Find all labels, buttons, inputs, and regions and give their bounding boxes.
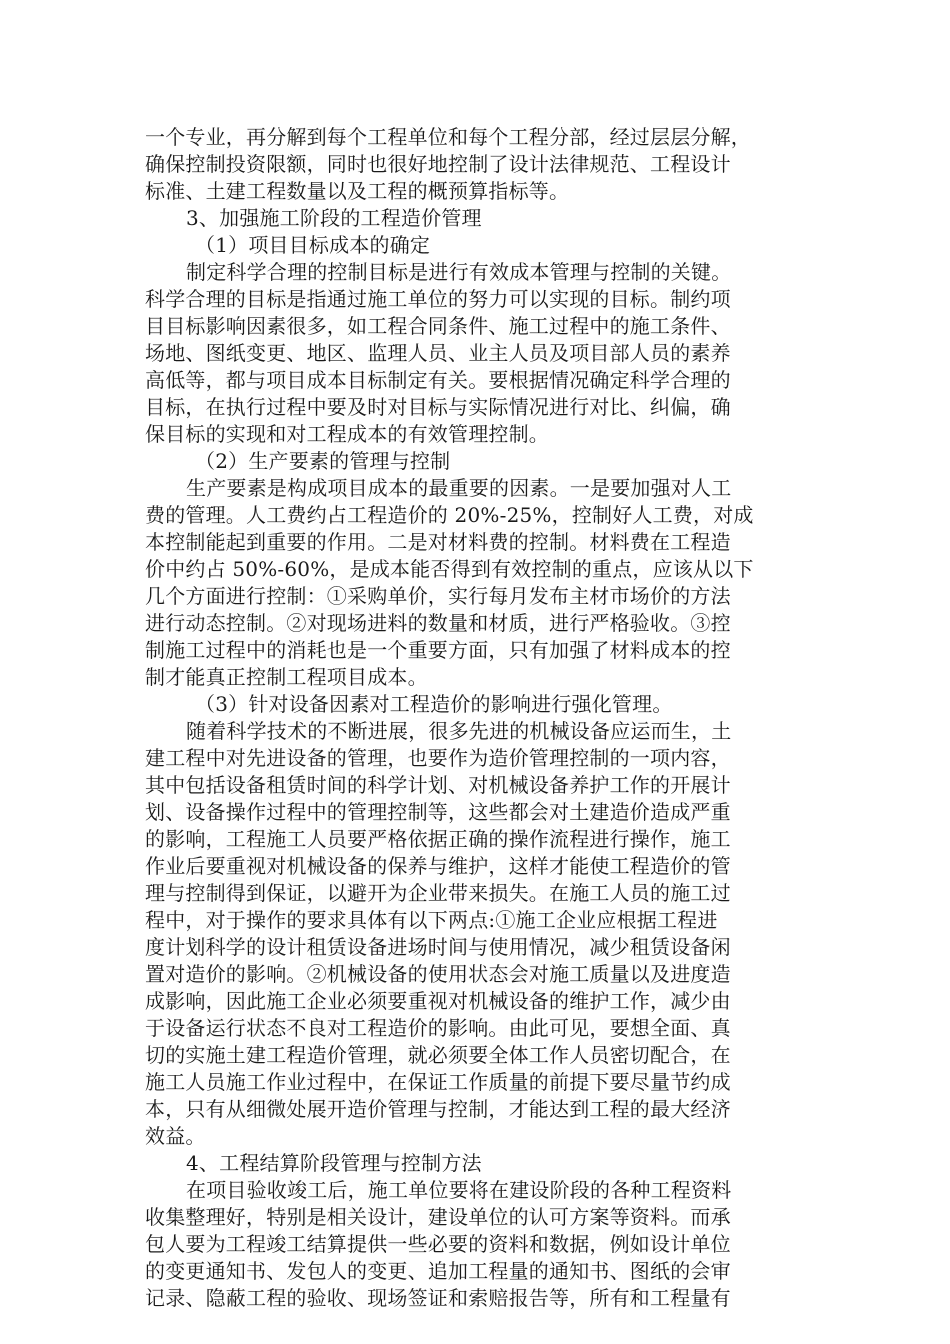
text-line: 成影响，因此施工企业必须要重视对机械设备的维护工作，减少由 bbox=[145, 989, 731, 1013]
text-line: 收集整理好，特别是相关设计，建设单位的认可方案等资料。而承 bbox=[145, 1205, 731, 1229]
text-line: 一个专业，再分解到每个工程单位和每个工程分部，经过层层分解， bbox=[145, 125, 751, 149]
text-line: 理与控制得到保证，以避开为企业带来损失。在施工人员的施工过 bbox=[145, 881, 731, 905]
text-line: 效益。 bbox=[145, 1124, 206, 1148]
subsection-heading: （3）针对设备因素对工程造价的影响进行强化管理。 bbox=[195, 692, 673, 716]
text-line: 确保控制投资限额，同时也很好地控制了设计法律规范、工程设计 bbox=[145, 152, 731, 176]
text-line: 于设备运行状态不良对工程造价的影响。由此可见，要想全面、真 bbox=[145, 1016, 731, 1040]
text-line: 目目标影响因素很多，如工程合同条件、施工过程中的施工条件、 bbox=[145, 314, 731, 338]
paragraph-first-line: 制定科学合理的控制目标是进行有效成本管理与控制的关键。 bbox=[186, 260, 732, 284]
text-line: 本控制能起到重要的作用。二是对材料费的控制。材料费在工程造 bbox=[145, 530, 731, 554]
paragraph-first-line: 在项目验收竣工后，施工单位要将在建设阶段的各种工程资料 bbox=[186, 1178, 732, 1202]
text-line: 制施工过程中的消耗也是一个重要方面，只有加强了材料成本的控 bbox=[145, 638, 731, 662]
text-line: 保目标的实现和对工程成本的有效管理控制。 bbox=[145, 422, 549, 446]
text-line: 的变更通知书、发包人的变更、追加工程量的通知书、图纸的会审 bbox=[145, 1259, 731, 1283]
text-line: 科学合理的目标是指通过施工单位的努力可以实现的目标。制约项 bbox=[145, 287, 731, 311]
text-line: 度计划科学的设计租赁设备进场时间与使用情况，减少租赁设备闲 bbox=[145, 935, 731, 959]
text-line: 进行动态控制。②对现场进料的数量和材质，进行严格验收。③控 bbox=[145, 611, 731, 635]
paragraph-first-line: 生产要素是构成项目成本的最重要的因素。一是要加强对人工 bbox=[186, 476, 732, 500]
text-line: 包人要为工程竣工结算提供一些必要的资料和数据，例如设计单位 bbox=[145, 1232, 731, 1256]
text-line: 施工人员施工作业过程中，在保证工作质量的前提下要尽量节约成 bbox=[145, 1070, 731, 1094]
body-text bbox=[145, 124, 805, 1312]
text-line: 作业后要重视对机械设备的保养与维护，这样才能使工程造价的管 bbox=[145, 854, 731, 878]
text-line: 价中约占 50%-60%，是成本能否得到有效控制的重点，应该从以下 bbox=[145, 557, 754, 581]
text-line: 制才能真正控制工程项目成本。 bbox=[145, 665, 428, 689]
text-line: 置对造价的影响。②机械设备的使用状态会对施工质量以及进度造 bbox=[145, 962, 731, 986]
text-line: 程中，对于操作的要求具体有以下两点:①施工企业应根据工程进 bbox=[145, 908, 718, 932]
subsection-heading: （1）项目目标成本的确定 bbox=[195, 233, 431, 257]
text-line: 的影响，工程施工人员要严格依据正确的操作流程进行操作，施工 bbox=[145, 827, 731, 851]
text-line: 场地、图纸变更、地区、监理人员、业主人员及项目部人员的素养 bbox=[145, 341, 731, 365]
text-line: 其中包括设备租赁时间的科学计划、对机械设备养护工作的开展计 bbox=[145, 773, 731, 797]
text-line: 高低等，都与项目成本目标制定有关。要根据情况确定科学合理的 bbox=[145, 368, 731, 392]
text-line: 划、设备操作过程中的管理控制等，这些都会对土建造价造成严重 bbox=[145, 800, 731, 824]
text-line: 记录、隐蔽工程的验收、现场签证和索赔报告等，所有和工程量有 bbox=[145, 1286, 731, 1310]
text-line: 本，只有从细微处展开造价管理与控制，才能达到工程的最大经济 bbox=[145, 1097, 731, 1121]
text-line: 切的实施土建工程造价管理，就必须要全体工作人员密切配合，在 bbox=[145, 1043, 731, 1067]
subsection-heading: （2）生产要素的管理与控制 bbox=[195, 449, 451, 473]
text-line: 目标，在执行过程中要及时对目标与实际情况进行对比、纠偏，确 bbox=[145, 395, 731, 419]
section-heading: 4、工程结算阶段管理与控制方法 bbox=[186, 1151, 482, 1175]
text-line: 费的管理。人工费约占工程造价的 20%-25%，控制好人工费，对成 bbox=[145, 503, 754, 527]
text-line: 建工程中对先进设备的管理，也要作为造价管理控制的一项内容， bbox=[145, 746, 731, 770]
text-line: 几个方面进行控制：①采购单价，实行每月发布主材市场价的方法 bbox=[145, 584, 731, 608]
paragraph-first-line: 随着科学技术的不断进展，很多先进的机械设备应运而生，土 bbox=[186, 719, 732, 743]
text-line: 标准、土建工程数量以及工程的概预算指标等。 bbox=[145, 179, 570, 203]
section-heading: 3、加强施工阶段的工程造价管理 bbox=[186, 206, 482, 230]
